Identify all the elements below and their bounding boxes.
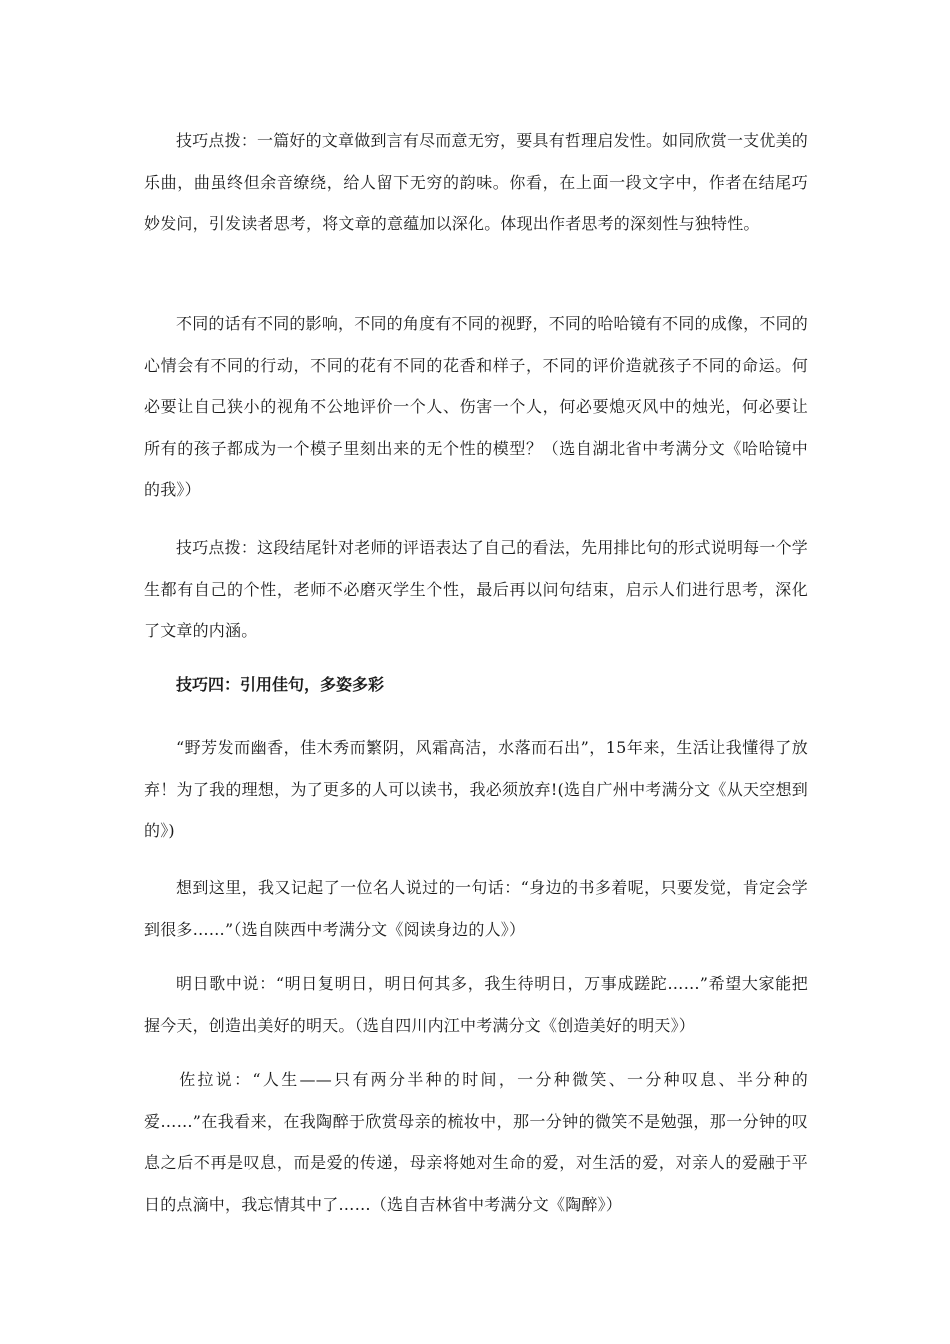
quote-paragraph-1: “野芳发而幽香，佳木秀而繁阴，风霜高洁，水落而石出”，15年来，生活让我懂得了放弃！为了我的理想，为了更多的人可以读书，我必须放弃!(选自广州中考满分文《从天空想到的》)	[144, 738, 808, 840]
section-heading: 技巧四：引用佳句，多姿多彩	[176, 675, 385, 694]
quote-paragraph-2: 想到这里，我又记起了一位名人说过的一句话：“身边的书多着呢，只要发觉，肯定会学到很多……”（选自陕西中考满分文《阅读身边的人》）	[144, 878, 808, 939]
example-paragraph-hahajing: 不同的话有不同的影响，不同的角度有不同的视野，不同的哈哈镜有不同的成像，不同的心情会有不同的行动，不同的花有不同的花香和样子，不同的评价造就孩子不同的命运。何必要让自己狭小的视角不公地评价一个人、伤害一个人，何必要熄灭风中的烛光，何必要让所有的孩子都成为一个模子里刻出来的无个性的模型？（选自湖北省中考满分文《哈哈镜中的我》）	[144, 314, 808, 499]
quote-paragraph-3: 明日歌中说：“明日复明日，明日何其多，我生待明日，万事成蹉跎……”希望大家能把握今天，创造出美好的明天。（选自四川内江中考满分文《创造美好的明天》）	[144, 974, 808, 1035]
quote-paragraph-4: 佐拉说：“人生——只有两分半种的时间，一分种微笑、一分种叹息、半分种的爱……”在我看来，在我陶醉于欣赏母亲的梳妆中，那一分钟的微笑不是勉强，那一分钟的叹息之后不再是叹息，而是爱的传递，母亲将她对生命的爱，对生活的爱，对亲人的爱融于平日的点滴中，我忘情其中了……（选自吉林省中考满分文《陶醉》）	[144, 1070, 808, 1214]
tip-paragraph-2: 技巧点拨：这段结尾针对老师的评语表达了自己的看法，先用排比句的形式说明每一个学生都有自己的个性，老师不必磨灭学生个性，最后再以问句结束，启示人们进行思考，深化了文章的内涵。	[144, 538, 808, 640]
tip-paragraph-1: 技巧点拨：一篇好的文章做到言有尽而意无穷，要具有哲理启发性。如同欣赏一支优美的乐曲，曲虽终但余音缭绕，给人留下无穷的韵味。你看，在上面一段文字中，作者在结尾巧妙发问，引发读者思考，将文章的意蕴加以深化。体现出作者思考的深刻性与独特性。	[144, 131, 808, 233]
